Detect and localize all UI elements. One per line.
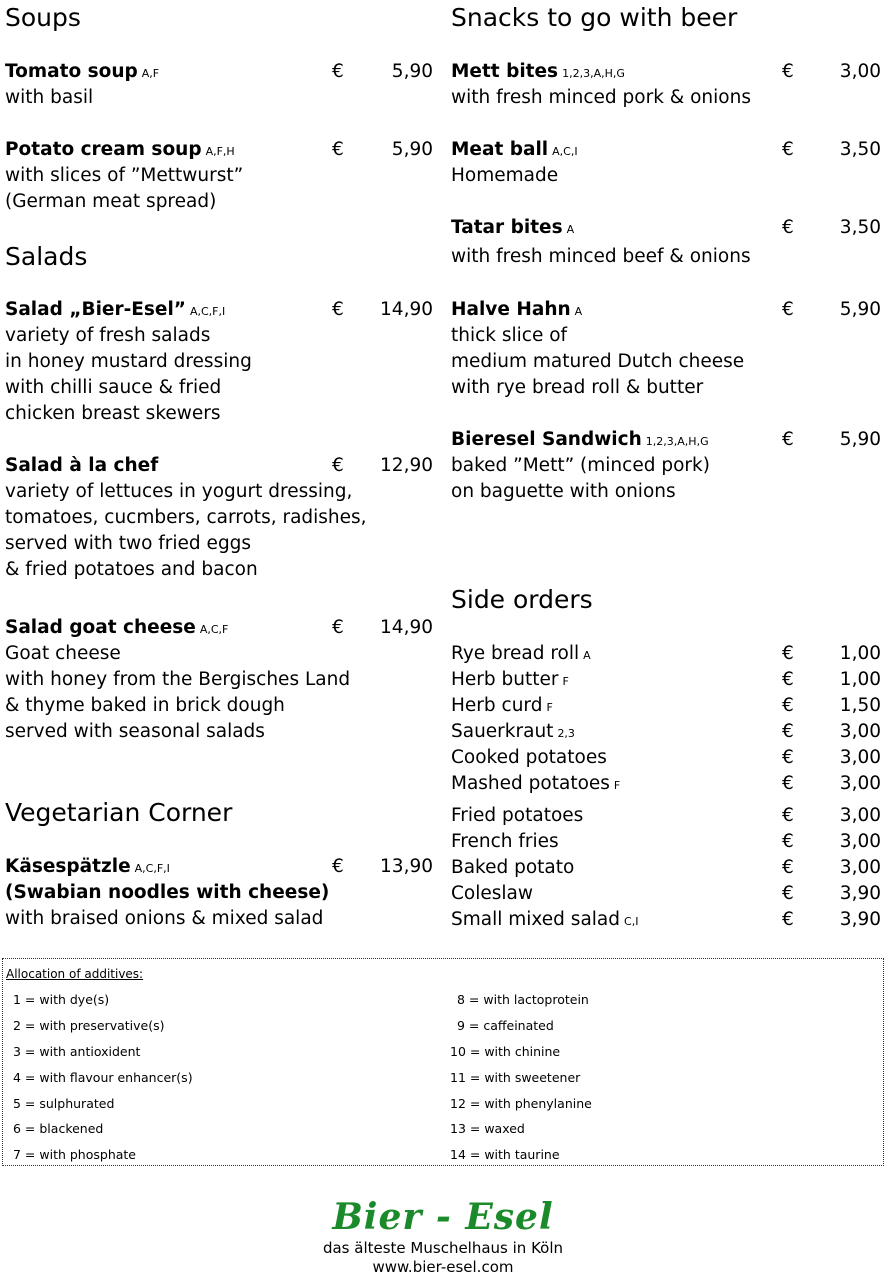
item-additives: F — [613, 779, 621, 792]
item-additives: A — [583, 649, 591, 662]
item-additives: A,C,I — [552, 145, 578, 158]
item-name: Meat ball — [451, 139, 549, 160]
side-item — [451, 855, 881, 881]
item-additives: A,F,H — [205, 145, 235, 158]
additive-entry: 6 = blackened — [13, 1121, 104, 1136]
item-desc: with fresh minced beef & onions — [451, 246, 751, 267]
item-desc: chicken breast skewers — [5, 403, 221, 424]
tagline: das älteste Muschelhaus in Köln — [322, 1239, 564, 1257]
euro-sign: € — [782, 721, 794, 742]
side-price: 3,00 — [839, 747, 881, 768]
item-desc: served with seasonal salads — [5, 721, 265, 742]
euro-sign: € — [332, 856, 344, 877]
side-name: Small mixed salad — [451, 909, 621, 930]
euro-sign: € — [782, 217, 794, 238]
item-additives: A,C,F,I — [134, 862, 170, 875]
side-name: Sauerkraut — [451, 721, 554, 742]
side-price: 3,00 — [839, 857, 881, 878]
side-name: Fried potatoes — [451, 805, 584, 826]
side-price: 3,00 — [839, 805, 881, 826]
euro-sign: € — [782, 747, 794, 768]
euro-sign: € — [782, 909, 794, 930]
menu-item-halve-hahn — [451, 297, 881, 401]
side-name: Herb butter — [451, 669, 559, 690]
additive-entry: 8 = with lactoprotein — [457, 992, 589, 1007]
item-price: 3,50 — [839, 217, 881, 238]
item-name: Mett bites — [451, 61, 559, 82]
item-price: 14,90 — [380, 299, 433, 320]
euro-sign: € — [782, 61, 794, 82]
additive-entry: 4 = with flavour enhancer(s) — [13, 1070, 193, 1085]
menu-item-bieresel-sandwich — [451, 427, 881, 505]
item-additives: C,I — [624, 915, 639, 928]
item-desc: & fried potatoes and bacon — [5, 559, 258, 580]
item-name: Halve Hahn — [451, 299, 571, 320]
item-name: Bieresel Sandwich — [451, 429, 642, 450]
item-desc: with slices of ”Mettwurst” — [5, 165, 244, 186]
item-additives: A,F — [141, 67, 160, 80]
item-additives: 1,2,3,A,H,G — [645, 435, 709, 448]
menu-item-salad-goat-cheese — [5, 615, 433, 745]
item-desc: with fresh minced pork & onions — [451, 87, 751, 108]
menu-item-potato-cream-soup — [5, 137, 433, 215]
menu-item-tatar-bites — [451, 215, 881, 270]
side-item — [451, 907, 881, 933]
item-price: 5,90 — [839, 299, 881, 320]
additive-entry: 11 = with sweetener — [450, 1070, 581, 1085]
additive-entry: 2 = with preservative(s) — [13, 1018, 165, 1033]
item-desc: medium matured Dutch cheese — [451, 351, 745, 372]
euro-sign: € — [782, 857, 794, 878]
side-item — [451, 829, 881, 855]
additives-box — [2, 958, 884, 1166]
snacks-heading: Snacks to go with beer — [451, 3, 738, 32]
item-additives: F — [562, 675, 569, 688]
menu-item-tomato-soup — [5, 59, 433, 111]
euro-sign: € — [782, 429, 794, 450]
item-name: Tatar bites — [451, 217, 563, 238]
euro-sign: € — [332, 455, 344, 476]
website-link[interactable]: www.bier-esel.com — [372, 1258, 514, 1276]
item-price: 3,00 — [839, 61, 881, 82]
item-additives: 2,3 — [557, 727, 575, 740]
menu-item-mett-bites — [451, 59, 881, 111]
item-price: 5,90 — [839, 429, 881, 450]
additive-entry: 10 = with chinine — [450, 1044, 561, 1059]
euro-sign: € — [782, 695, 794, 716]
item-additives: 1,2,3,A,H,G — [562, 67, 625, 80]
side-price: 1,00 — [839, 643, 881, 664]
item-additives: A — [566, 223, 575, 236]
additive-entry: 3 = with antioxident — [13, 1044, 141, 1059]
vegetarian-heading: Vegetarian Corner — [5, 798, 233, 827]
menu-item-meat-ball — [451, 137, 881, 189]
item-desc: Goat cheese — [5, 643, 121, 664]
item-name: Salad goat cheese — [5, 617, 196, 638]
side-item — [451, 881, 881, 907]
side-item — [451, 745, 881, 771]
side-price: 3,90 — [839, 883, 881, 904]
euro-sign: € — [332, 139, 344, 160]
item-name: Potato cream soup — [5, 139, 202, 160]
euro-sign: € — [332, 299, 344, 320]
side-price: 3,00 — [839, 831, 881, 852]
side-name: Coleslaw — [451, 883, 534, 904]
side-name: Rye bread roll — [451, 643, 580, 664]
item-additives: F — [546, 701, 553, 714]
item-desc: served with two fried eggs — [5, 533, 252, 554]
footer — [0, 1195, 886, 1277]
euro-sign: € — [782, 643, 794, 664]
euro-sign: € — [782, 883, 794, 904]
additive-entry: 1 = with dye(s) — [13, 992, 110, 1007]
side-item — [451, 803, 881, 829]
additive-entry: 5 = sulphurated — [13, 1096, 115, 1111]
side-item — [451, 641, 881, 667]
euro-sign: € — [782, 773, 794, 794]
item-price: 14,90 — [380, 617, 433, 638]
side-price: 3,00 — [839, 773, 881, 794]
item-desc: on baguette with onions — [451, 481, 676, 502]
bier-esel-logo: Bier - Esel — [332, 1196, 554, 1238]
menu-item-salad-a-la-chef — [5, 453, 433, 583]
side-orders-heading: Side orders — [451, 585, 593, 614]
item-name: Salad à la chef — [5, 455, 159, 476]
item-desc: with honey from the Bergisches Land — [5, 669, 351, 690]
side-item — [451, 771, 881, 797]
euro-sign: € — [782, 139, 794, 160]
item-desc: with basil — [5, 87, 94, 108]
euro-sign: € — [782, 299, 794, 320]
item-price: 13,90 — [380, 856, 433, 877]
euro-sign: € — [782, 831, 794, 852]
additive-entry: 7 = with phosphate — [13, 1147, 136, 1162]
item-price: 5,90 — [391, 61, 433, 82]
side-price: 3,00 — [839, 721, 881, 742]
item-desc: in honey mustard dressing — [5, 351, 252, 372]
soups-heading: Soups — [5, 3, 81, 32]
salads-heading: Salads — [5, 242, 88, 271]
item-desc: Homemade — [451, 165, 559, 186]
item-name: Salad „Bier-Esel” — [5, 299, 186, 320]
item-desc: with chilli sauce & fried — [5, 377, 222, 398]
side-price: 3,90 — [839, 909, 881, 930]
side-name: Baked potato — [451, 857, 575, 878]
additives-title: Allocation of additives: — [6, 967, 144, 981]
side-name: Mashed potatoes — [451, 773, 610, 794]
side-name: Herb curd — [451, 695, 543, 716]
side-item — [451, 693, 881, 719]
item-desc: variety of lettuces in yogurt dressing, — [5, 481, 353, 502]
item-price: 3,50 — [839, 139, 881, 160]
side-price: 1,50 — [839, 695, 881, 716]
item-desc: baked ”Mett” (minced pork) — [451, 455, 710, 476]
item-desc: thick slice of — [451, 325, 568, 346]
euro-sign: € — [332, 61, 344, 82]
item-desc: tomatoes, cucmbers, carrots, radishes, — [5, 507, 367, 528]
item-additives: A,C,F — [199, 623, 229, 636]
item-name: Tomato soup — [5, 61, 138, 82]
side-name: Cooked potatoes — [451, 747, 607, 768]
side-item — [451, 719, 881, 745]
item-name: Käsespätzle — [5, 856, 131, 877]
additive-entry: 14 = with taurine — [450, 1147, 560, 1162]
euro-sign: € — [782, 669, 794, 690]
item-additives: A — [574, 305, 583, 318]
menu-item-salad-bier-esel — [5, 297, 433, 427]
item-desc: with rye bread roll & butter — [451, 377, 704, 398]
item-desc: variety of fresh salads — [5, 325, 211, 346]
side-price: 1,00 — [839, 669, 881, 690]
item-desc: (German meat spread) — [5, 191, 217, 212]
item-additives: A,C,F,I — [189, 305, 226, 318]
additive-entry: 13 = waxed — [450, 1121, 525, 1136]
item-price: 5,90 — [391, 139, 433, 160]
additive-entry: 12 = with phenylanine — [450, 1096, 592, 1111]
additive-entry: 9 = caffeinated — [457, 1018, 554, 1033]
side-item — [451, 667, 881, 693]
item-subtitle: (Swabian noodles with cheese) — [5, 882, 330, 903]
item-price: 12,90 — [380, 455, 433, 476]
side-name: French fries — [451, 831, 559, 852]
item-desc: with braised onions & mixed salad — [5, 908, 324, 929]
item-desc: & thyme baked in brick dough — [5, 695, 285, 716]
menu-item-kasespatzle — [5, 854, 433, 932]
euro-sign: € — [332, 617, 344, 638]
euro-sign: € — [782, 805, 794, 826]
